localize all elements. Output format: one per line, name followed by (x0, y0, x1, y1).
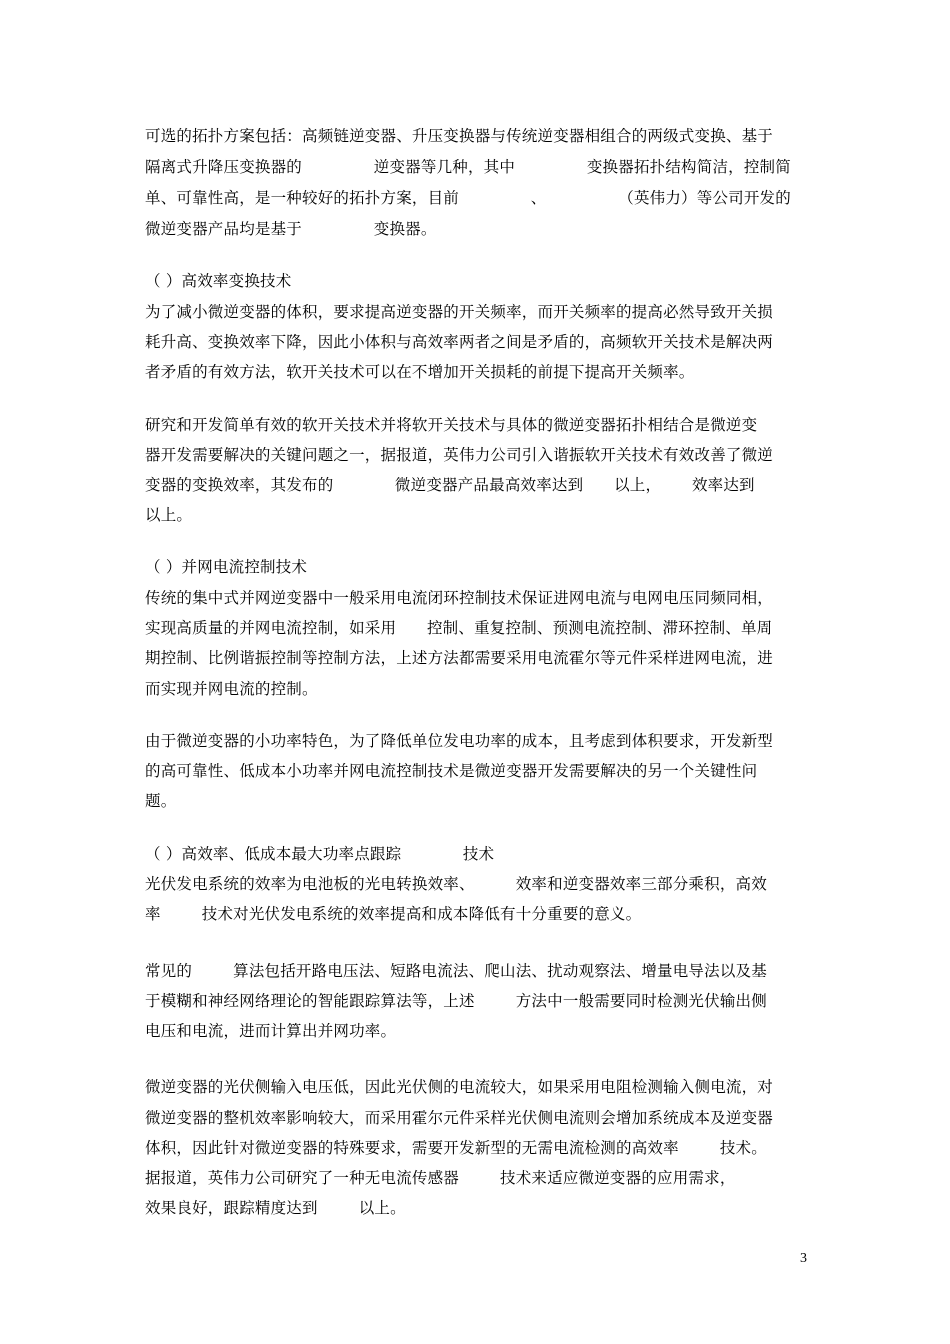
section-heading: （ ）高效率、低成本最大功率点跟踪 技术 (145, 845, 495, 863)
text-line: 微逆变器产品均是基于 变换器。 (145, 220, 437, 238)
text-line: 题。 (145, 792, 177, 810)
text-line: 实现高质量的并网电流控制，如采用 控制、重复控制、预测电流控制、滞环控制、单周 (145, 619, 773, 637)
text-line: 期控制、比例谐振控制等控制方法，上述方法都需要采用电流霍尔等元件采样进网电流，进 (145, 649, 774, 667)
text-line: 器开发需要解决的关键问题之一，据报道，英伟力公司引入谐振软开关技术有效改善了微逆 (145, 446, 774, 464)
text-line: 耗升高、变换效率下降，因此小体积与高效率两者之间是矛盾的，高频软开关技术是解决两 (145, 333, 774, 351)
text-line: 微逆变器的光伏侧输入电压低，因此光伏侧的电流较大，如果采用电阻检测输入侧电流，对 (145, 1078, 774, 1096)
text-line: 单、可靠性高，是一种较好的拓扑方案，目前 、 （英伟力）等公司开发的 (145, 189, 791, 207)
text-line: 传统的集中式并网逆变器中一般采用电流闭环控制技术保证进网电流与电网电压同频同相， (145, 589, 774, 607)
text-line: 常见的 算法包括开路电压法、短路电流法、爬山法、扰动观察法、增量电导法以及基 (145, 962, 767, 980)
page-number: 3 (800, 1251, 807, 1266)
section-heading: （ ）并网电流控制技术 (145, 558, 308, 576)
text-line: 研究和开发简单有效的软开关技术并将软开关技术与具体的微逆变器拓扑相结合是微逆变 (145, 416, 758, 434)
text-line: 于模糊和神经网络理论的智能跟踪算法等，上述 方法中一般需要同时检测光伏输出侧 (145, 992, 767, 1010)
text-line: 微逆变器的整机效率影响较大，而采用霍尔元件采样光伏侧电流则会增加系统成本及逆变器 (145, 1109, 774, 1127)
text-line: 隔离式升降压变换器的 逆变器等几种，其中 变换器拓扑结构简洁，控制简 (145, 158, 791, 176)
text-line: 率 技术对光伏发电系统的效率提高和成本降低有十分重要的意义。 (145, 905, 642, 923)
text-line: 据报道，英伟力公司研究了一种无电流传感器 技术来适应微逆变器的应用需求， (145, 1169, 736, 1187)
text-line: 体积，因此针对微逆变器的特殊要求，需要开发新型的无需电流检测的高效率 技术。 (145, 1139, 767, 1157)
text-line: 而实现并网电流的控制。 (145, 680, 318, 698)
text-line: 由于微逆变器的小功率特色，为了降低单位发电功率的成本，且考虑到体积要求，开发新型 (145, 732, 774, 750)
section-heading: （ ）高效率变换技术 (145, 272, 292, 290)
text-line: 效果良好，跟踪精度达到 以上。 (145, 1199, 406, 1217)
text-line: 者矛盾的有效方法，软开关技术可以在不增加开关损耗的前提下提高开关频率。 (145, 363, 695, 381)
text-line: 为了减小微逆变器的体积，要求提高逆变器的开关频率，而开关频率的提高必然导致开关损 (145, 303, 774, 321)
text-line: 可选的拓扑方案包括：高频链逆变器、升压变换器与传统逆变器相组合的两级式变换、基于 (145, 127, 774, 145)
text-line: 变器的变换效率，其发布的 微逆变器产品最高效率达到 以上， 效率达到 (145, 476, 755, 494)
text-line: 的高可靠性、低成本小功率并网电流控制技术是微逆变器开发需要解决的另一个关键性问 (145, 762, 758, 780)
text-line: 以上。 (145, 506, 193, 524)
text-line: 光伏发电系统的效率为电池板的光电转换效率、 效率和逆变器效率三部分乘积，高效 (145, 875, 767, 893)
text-line: 电压和电流，进而计算出并网功率。 (145, 1022, 397, 1040)
